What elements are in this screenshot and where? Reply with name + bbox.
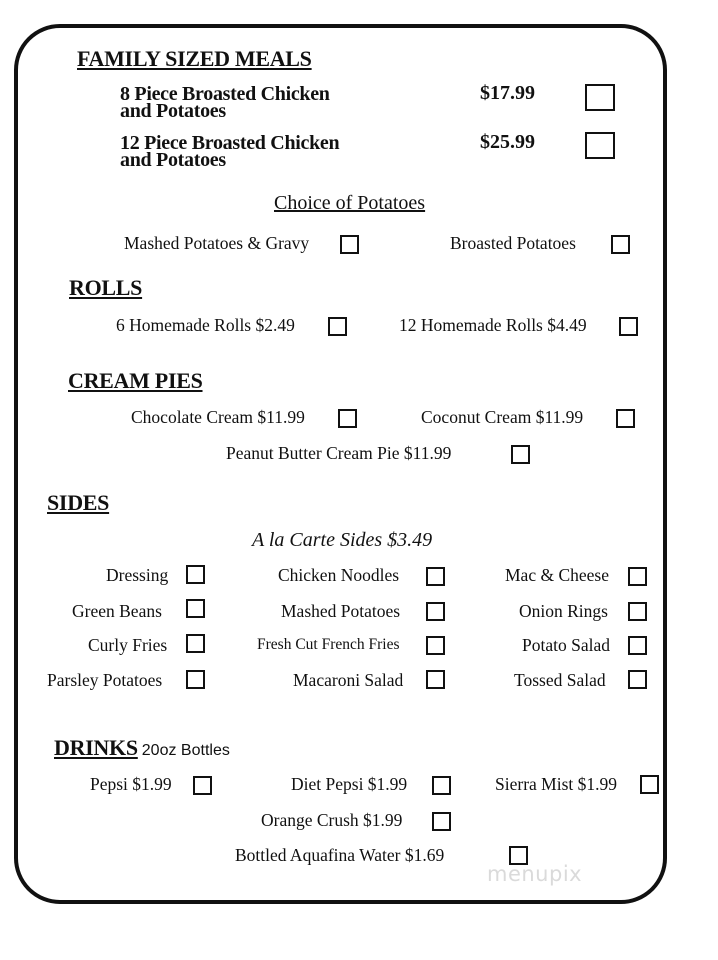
checkbox-peanut-butter-cream[interactable] — [511, 445, 530, 464]
checkbox-green-beans[interactable] — [186, 599, 205, 618]
rolls-item-label: 6 Homemade Rolls $2.49 — [116, 315, 295, 335]
side-item-label: Green Beans — [72, 601, 162, 621]
watermark: menupix — [487, 862, 583, 886]
potato-option-label: Mashed Potatoes & Gravy — [124, 233, 310, 253]
side-item-label: Fresh Cut French Fries — [257, 636, 400, 653]
side-item-label: Dressing — [106, 565, 169, 585]
rolls-item-label: 12 Homemade Rolls $4.49 — [399, 315, 587, 335]
side-item-label: Curly Fries — [88, 635, 168, 655]
drink-item-label: Orange Crush $1.99 — [261, 810, 403, 830]
checkbox-macaroni-salad[interactable] — [426, 670, 445, 689]
rolls-heading: ROLLS — [69, 275, 143, 300]
meal-name-line1: 8 Piece Broasted Chicken — [120, 83, 330, 105]
side-item-label: Macaroni Salad — [293, 670, 404, 690]
drinks-subtitle: 20oz Bottles — [141, 742, 230, 759]
sides-subtitle: A la Carte Sides $3.49 — [252, 529, 433, 551]
checkbox-sierra-mist[interactable] — [640, 775, 659, 794]
pie-item-label: Peanut Butter Cream Pie $11.99 — [226, 443, 452, 463]
checkbox-chocolate-cream[interactable] — [338, 409, 357, 428]
meal-price: $25.99 — [480, 131, 535, 153]
checkbox-coconut-cream[interactable] — [616, 409, 635, 428]
drink-item-label: Sierra Mist $1.99 — [495, 774, 618, 794]
side-item-label: Parsley Potatoes — [47, 670, 163, 690]
meal-name-line2: and Potatoes — [120, 149, 226, 171]
checkbox-tossed-salad[interactable] — [628, 670, 647, 689]
cream-pies-heading: CREAM PIES — [68, 368, 203, 393]
checkbox-6-rolls[interactable] — [328, 317, 347, 336]
side-item-label: Chicken Noodles — [278, 565, 400, 585]
checkbox-dressing[interactable] — [186, 565, 205, 584]
pie-item-label: Coconut Cream $11.99 — [421, 407, 584, 427]
checkbox-12-piece[interactable] — [585, 132, 615, 159]
drink-item-label: Pepsi $1.99 — [90, 774, 172, 794]
checkbox-diet-pepsi[interactable] — [432, 776, 451, 795]
potatoes-heading: Choice of Potatoes — [274, 192, 426, 214]
side-item-label: Mac & Cheese — [505, 565, 609, 585]
checkbox-12-rolls[interactable] — [619, 317, 638, 336]
potato-option-label: Broasted Potatoes — [450, 233, 576, 253]
side-item-label: Tossed Salad — [514, 670, 606, 690]
checkbox-mac-cheese[interactable] — [628, 567, 647, 586]
meal-item-8-piece — [120, 83, 330, 122]
checkbox-8-piece[interactable] — [585, 84, 615, 111]
checkbox-curly-fries[interactable] — [186, 634, 205, 653]
side-item-label: Mashed Potatoes — [281, 601, 401, 621]
pie-item-label: Chocolate Cream $11.99 — [131, 407, 305, 427]
checkbox-pepsi[interactable] — [193, 776, 212, 795]
drinks-heading: DRINKS — [54, 735, 138, 760]
drink-item-label: Bottled Aquafina Water $1.69 — [235, 845, 445, 865]
family-meals-heading: FAMILY SIZED MEALS — [77, 46, 312, 71]
checkbox-chicken-noodles[interactable] — [426, 567, 445, 586]
checkbox-fresh-cut-fries[interactable] — [426, 636, 445, 655]
meal-name-line1: 12 Piece Broasted Chicken — [120, 132, 340, 154]
side-item-label: Potato Salad — [522, 635, 610, 655]
meal-name-line2: and Potatoes — [120, 100, 226, 122]
checkbox-broasted-potatoes[interactable] — [611, 235, 630, 254]
checkbox-mashed-potatoes-gravy[interactable] — [340, 235, 359, 254]
checkbox-onion-rings[interactable] — [628, 602, 647, 621]
checkbox-parsley-potatoes[interactable] — [186, 670, 205, 689]
meal-price: $17.99 — [480, 82, 535, 104]
checkbox-potato-salad[interactable] — [628, 636, 647, 655]
menu-border — [14, 24, 667, 904]
side-item-label: Onion Rings — [519, 601, 608, 621]
drink-item-label: Diet Pepsi $1.99 — [291, 774, 408, 794]
meal-item-12-piece — [120, 132, 340, 171]
checkbox-mashed-potatoes[interactable] — [426, 602, 445, 621]
checkbox-orange-crush[interactable] — [432, 812, 451, 831]
sides-heading: SIDES — [47, 490, 110, 515]
drinks-heading-row — [54, 735, 230, 761]
